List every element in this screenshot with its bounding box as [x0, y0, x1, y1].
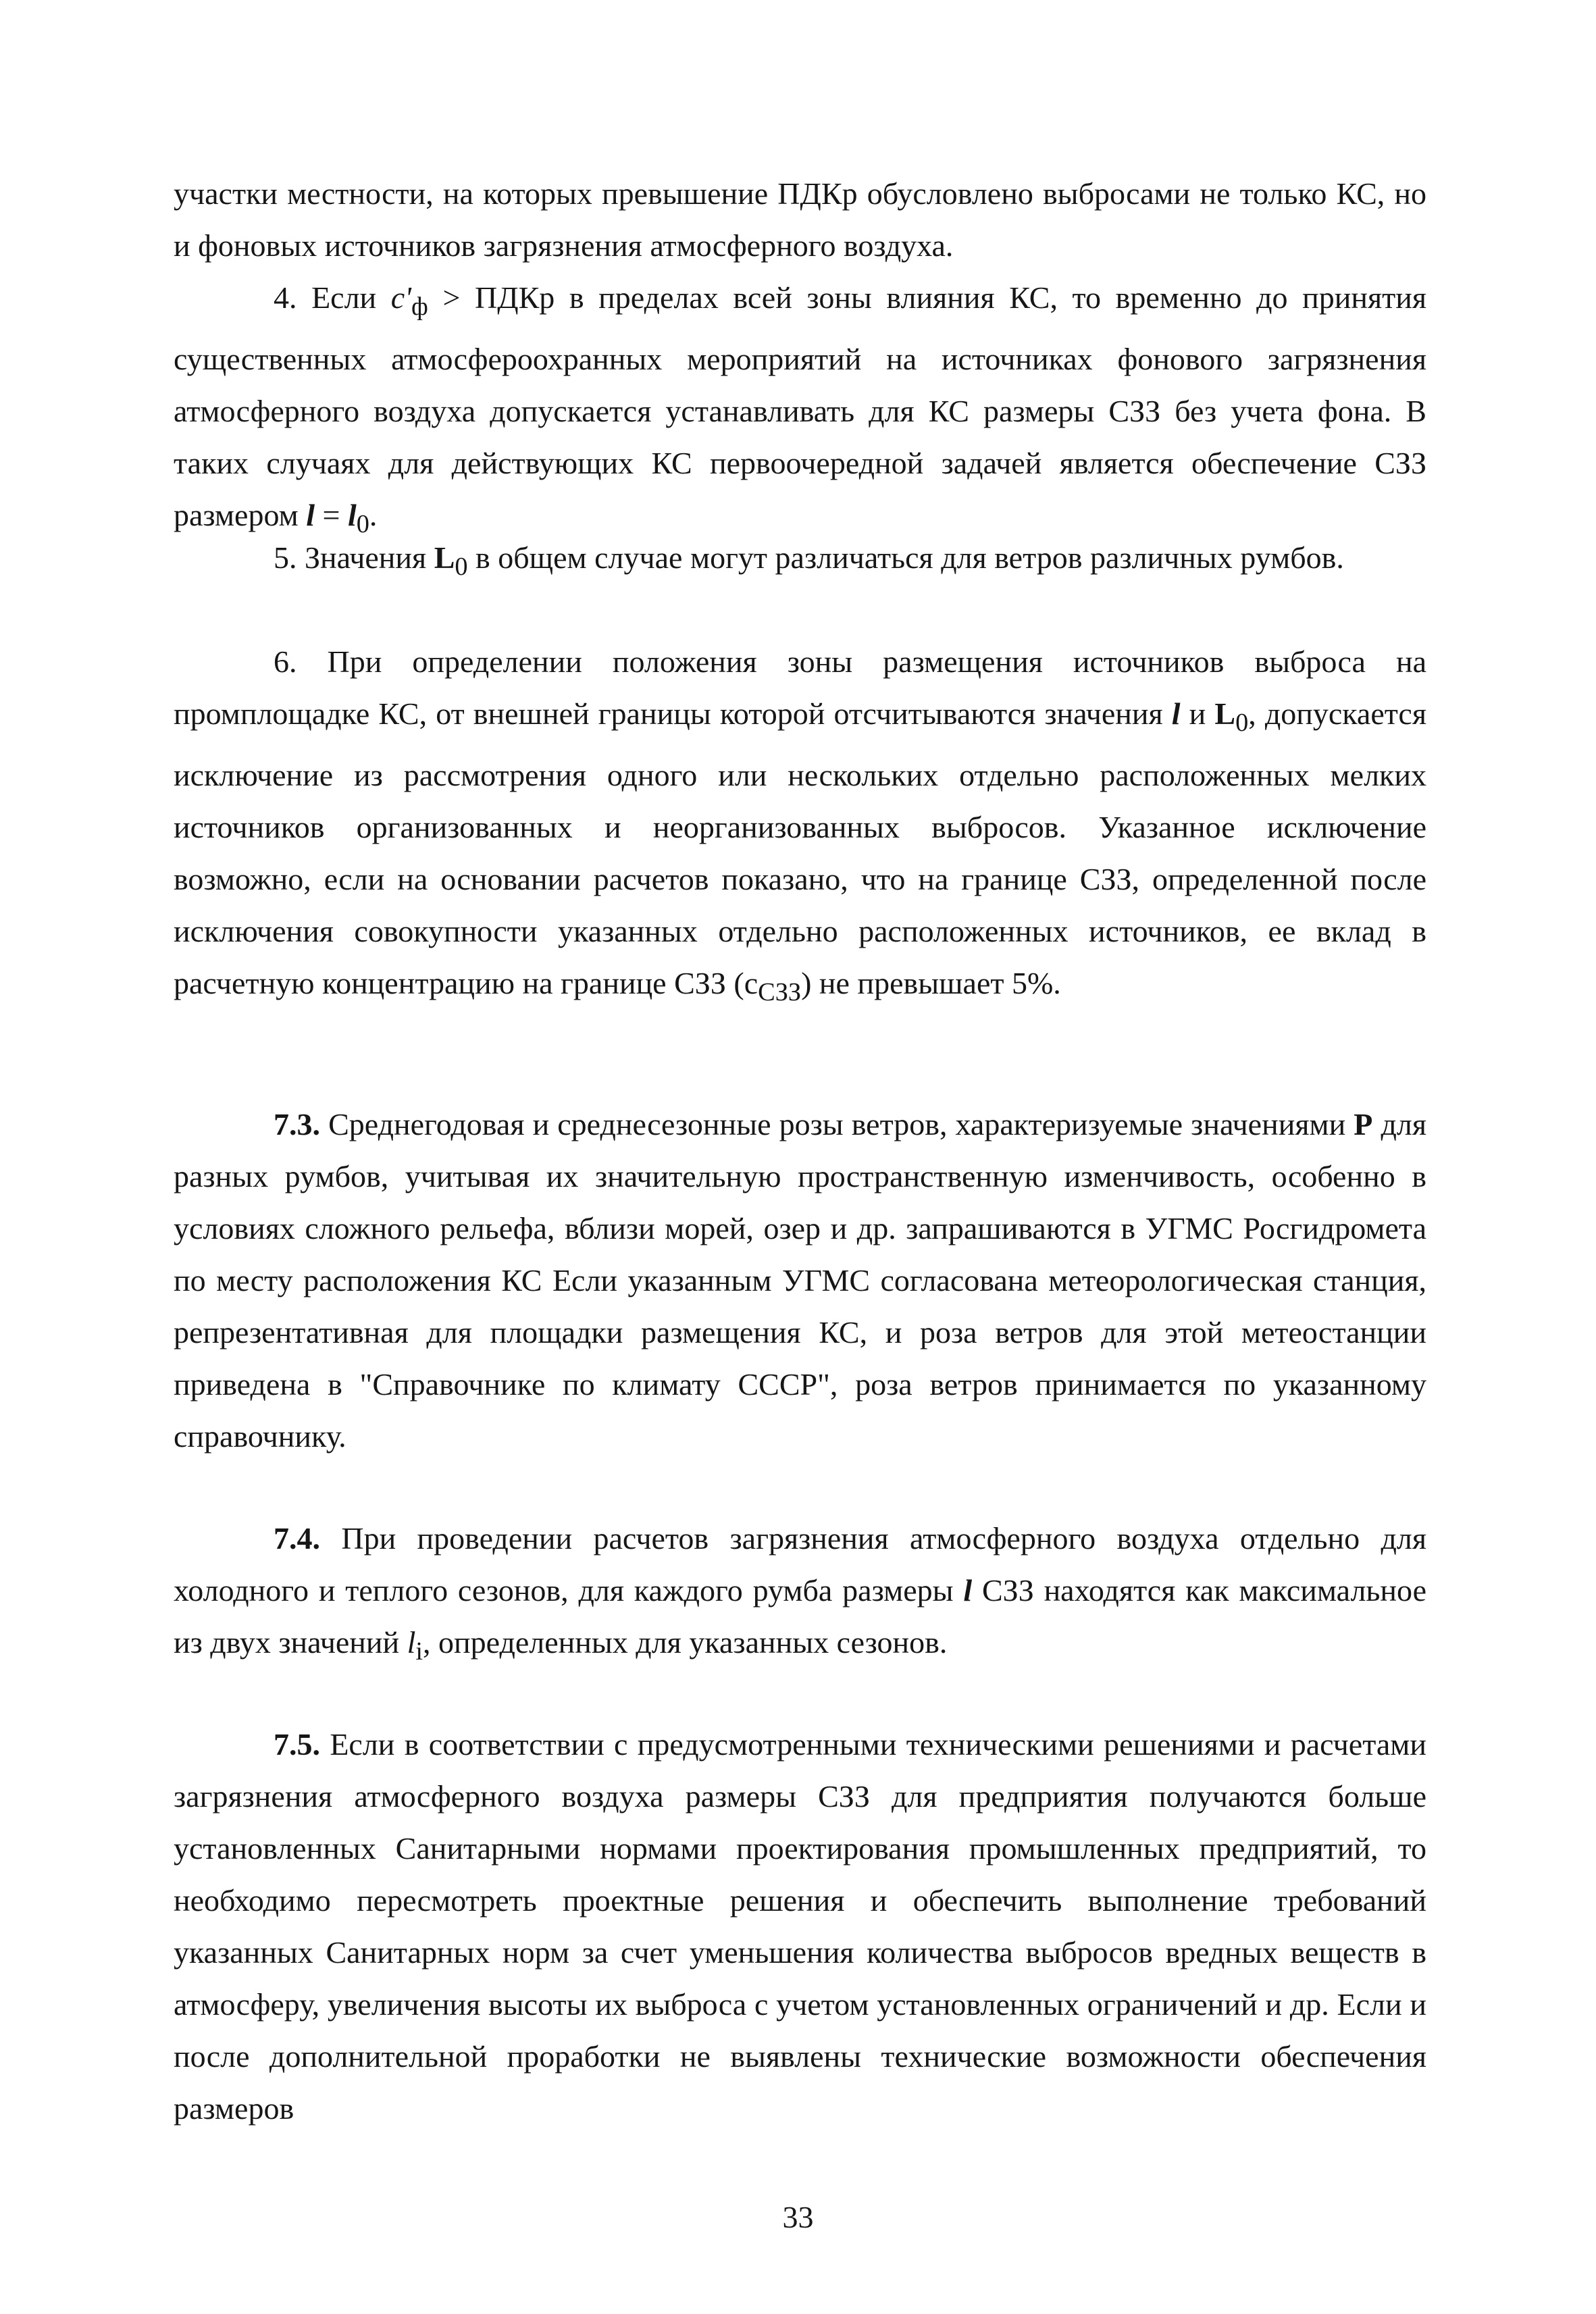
section-7-5: 7.5. Если в соответствии с предусмотренными техническими решениями и расчетами загрязнения атмосферного воздуха размеры СЗЗ для предприятия получаются больше установленных Санитарными нормами проектирования промышленных предприятий, то необходимо пересмотреть проектные решения и обеспечить выполнение требований указанных Санитарных норм за счет уменьшения количества выбросов вредных веществ в атмосферу, увеличения высоты их выброса с учетом установленных ограничений и др. Если и после дополнительной проработки не выявлены технические возможности обеспечения размеров: [174, 1727, 1426, 2126]
section-number: 7.4.: [274, 1521, 320, 1555]
paragraph-item-6: 6. При определении положения зоны размещения источников выброса на промплощадке КС, от внешней границы которой отсчитываются значения l и $L_0$, допускается исключение из рассмотрения одного или нескольких отдельно расположенных мелких источников организованных и неорганизованных выбросов. Указанное исключение возможно, если на основании расчетов показано, что на границе СЗЗ, определенной после исключения совокупности указанных отдельно расположенных источников, ее вклад в расчетную концентрацию на границе СЗЗ $(c_{СЗЗ})$ не превышает 5%.: [174, 644, 1426, 1007]
section-7-3: 7.3. Среднегодовая и среднесезонные розы ветров, характеризуемые значениями P для разных румбов, учитывая их значительную пространственную изменчивость, особенно в условиях сложного рельефа, вблизи морей, озер и др. запрашиваются в УГМС Росгидромета по месту расположения КС Если указанным УГМС согласована метеорологическая станция, репрезентативная для площадки размещения КС, и роза ветров для этой метеостанции приведена в "Справочнике по климату СССР", роза ветров принимается по указанному справочнику.: [174, 1107, 1426, 1454]
paragraph-item-4: 4. Если $c'_ф$ > ПДКр в пределах всей зоны влияния КС, то временно до принятия существенных атмосфероохранных мероприятий на источниках фонового загрязнения атмосферного воздуха допускается устанавливать для КС размеры СЗЗ без учета фона. В таких случаях для действующих КС первоочередной задачей является обеспечение СЗЗ размером $l = l_0$.: [174, 280, 1426, 539]
section-number: 7.3.: [274, 1107, 320, 1141]
page-number: 33: [782, 2200, 814, 2234]
section-number: 7.5.: [274, 1727, 320, 1762]
paragraph-item-5: 5. Значения $L_0$ в общем случае могут различаться для ветров различных румбов.: [274, 540, 1344, 582]
section-7-4: 7.4. При проведении расчетов загрязнения атмосферного воздуха отдельно для холодного и теплого сезонов, для каждого румба размеры l СЗЗ находятся как максимальное из двух значений $l_i$, определенных для указанных сезонов.: [174, 1521, 1426, 1666]
paragraph-intro: участки местности, на которых превышение ПДКр обусловлено выбросами не только КС, но и фоновых источников загрязнения атмосферного воздуха.: [174, 176, 1426, 263]
